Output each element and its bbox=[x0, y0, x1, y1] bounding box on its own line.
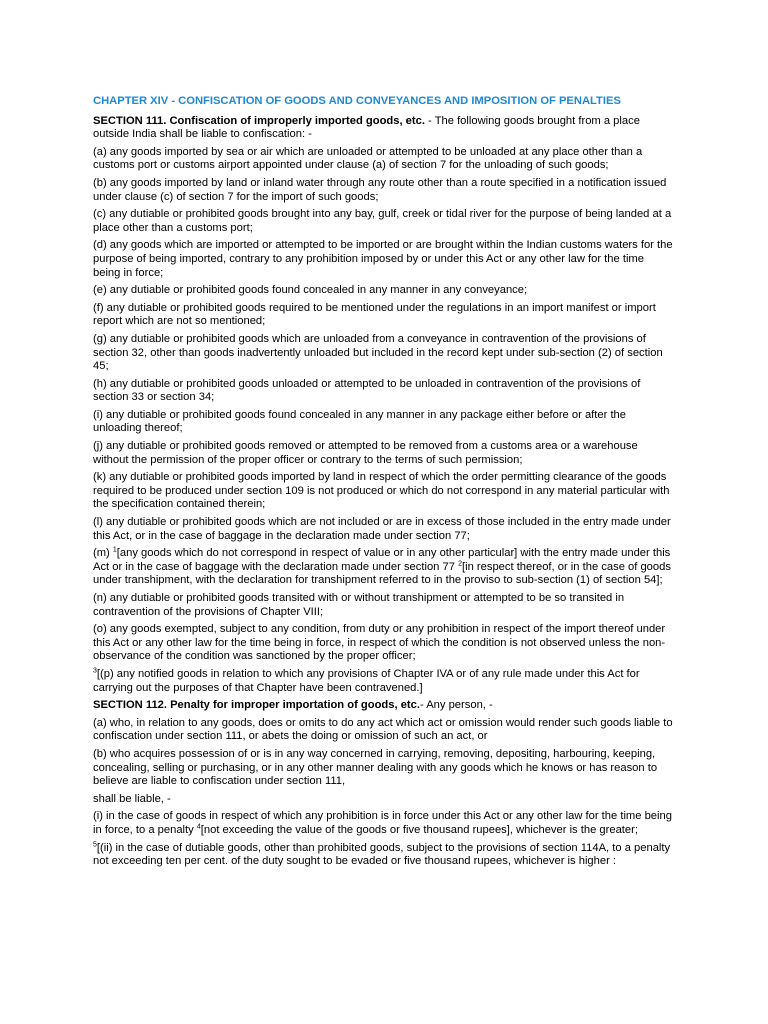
clause-h: (h) any dutiable or prohibited goods unloaded or attempted to be unloaded in contravention of the provisions of section 33 or section 34; bbox=[93, 377, 641, 404]
clause-m bbox=[93, 547, 673, 588]
clause-i-prefix: (i) in the case of goods in respect of which any prohibition is in force under this Act or any other law for the time being in force, to a penalty bbox=[93, 810, 672, 836]
clause-p bbox=[93, 668, 673, 695]
footnote-ref-1: 1 bbox=[112, 546, 117, 554]
clause-m-rest: [in respect thereof, or in the case of goods under transhipment, with the declaration for transhipment referred to in the proviso to sub-section (1) of section 54]; bbox=[93, 560, 671, 587]
clause-ii-text: [(ii) in the case of dutiable goods, other than prohibited goods, subject to the provisions of section 114A, to a penalty not exceeding ten per cent. of the duty sought to be evaded or five thousand rupees, whichever is higher : bbox=[93, 841, 671, 868]
section-112-intro bbox=[93, 699, 673, 713]
clause-l: (l) any dutiable or prohibited goods which are not included or are in excess of those included in the entry made under this Act, or in the case of baggage in the declaration made under section 77; bbox=[93, 516, 671, 542]
clause-d: (d) any goods which are imported or attempted to be imported or are brought within the Indian customs waters for the purpose of being imported, contrary to any prohibition imposed by or under this Act or any other law for the time being in force; bbox=[93, 239, 673, 279]
clause-k: (k) any dutiable or prohibited goods imported by land in respect of which the order permitting clearance of the goods required to be produced under section 109 is not produced or which do not correspond in any material particular with the specification contained therein; bbox=[93, 471, 670, 511]
section-112-shall: shall be liable, - bbox=[93, 792, 171, 805]
clause-m-prefix: (m) bbox=[93, 547, 113, 560]
clause-p-text: [(p) any notified goods in relation to which any provisions of Chapter IVA or of any rule made under this Act for carrying out the purposes of that Chapter have been contravened.] bbox=[93, 667, 640, 694]
clause-a: (a) any goods imported by sea or air which are unloaded or attempted to be unloaded at any place other than a customs port or customs airport appointed under clause (a) of section 7 for the unloading of such goods; bbox=[93, 145, 643, 172]
clause-c: (c) any dutiable or prohibited goods brought into any bay, gulf, creek or tidal river for the purpose of being landed at a place other than a customs port; bbox=[93, 208, 672, 234]
section-111-intro bbox=[93, 115, 673, 142]
section-112-clause-a: (a) who, in relation to any goods, does or omits to do any act which act or omission would render such goods liable to confiscation under section 111, or abets the doing or omission of such an act, or bbox=[93, 716, 673, 743]
clause-o: (o) any goods exempted, subject to any condition, from duty or any prohibition in respect of the import thereof under this Act or any other law for the time being in force, in respect of which the condition is not observed unless the non-observance of the condition was sanctioned by the proper officer; bbox=[93, 623, 666, 663]
clause-i-rest: [not exceeding the value of the goods or five thousand rupees], whichever is the greater; bbox=[200, 823, 638, 836]
clause-g: (g) any dutiable or prohibited goods which are unloaded from a conveyance in contravention of the provisions of section 32, other than goods inadvertently unloaded but included in the record kept under sub-section (2) of section 45; bbox=[93, 332, 663, 373]
clause-j: (j) any dutiable or prohibited goods removed or attempted to be removed from a customs area or a warehouse without the permission of the proper officer or contrary to the terms of such permission; bbox=[93, 440, 638, 466]
clause-b: (b) any goods imported by land or inland water through any route other than a route specified in a notification issued under clause (c) of section 7 for the import of such goods; bbox=[93, 176, 667, 203]
section-112-clause-i bbox=[93, 810, 673, 837]
clause-n: (n) any dutiable or prohibited goods transited with or without transhipment or attempted to be so transited in contravention of the provisions of Chapter VIII; bbox=[93, 592, 625, 618]
clause-m-mid: [any goods which do not correspond in respect of value or in any other particular] with the entry made under this Act or in the case of baggage with the declaration made under section 77 bbox=[93, 547, 671, 573]
section-112-clause-ii bbox=[93, 842, 673, 869]
section-112-heading: SECTION 112. Penalty for improper importation of goods, etc. bbox=[93, 699, 420, 712]
clause-f: (f) any dutiable or prohibited goods required to be mentioned under the regulations in an import manifest or import report which are not so mentioned; bbox=[93, 301, 656, 328]
clause-e: (e) any dutiable or prohibited goods found concealed in any manner in any conveyance; bbox=[93, 284, 528, 297]
section-111-heading: SECTION 111. Confiscation of improperly imported goods, etc. bbox=[93, 114, 425, 127]
clause-i: (i) any dutiable or prohibited goods found concealed in any manner in any package either before or after the unloading thereof; bbox=[93, 408, 626, 435]
footnote-ref-4: 4 bbox=[196, 823, 201, 831]
section-112-clause-b: (b) who acquires possession of or is in any way concerned in carrying, removing, depositing, harbouring, keeping, concealing, selling or purchasing, or in any other manner dealing with any goods which he knows or has reason to believe are liable to confiscation under section 111, bbox=[93, 747, 658, 788]
section-111-intro-text: - The following goods brought from a place outside India shall be liable to confiscation: - bbox=[93, 114, 640, 141]
footnote-ref-2: 2 bbox=[458, 560, 462, 568]
document-page bbox=[93, 95, 673, 873]
footnote-ref-3: 3 bbox=[93, 667, 97, 675]
chapter-title: CHAPTER XIV - CONFISCATION OF GOODS AND CONVEYANCES AND IMPOSITION OF PENALTIES bbox=[93, 95, 621, 107]
section-112-intro-text: - Any person, - bbox=[419, 699, 493, 712]
footnote-ref-5: 5 bbox=[93, 840, 97, 848]
